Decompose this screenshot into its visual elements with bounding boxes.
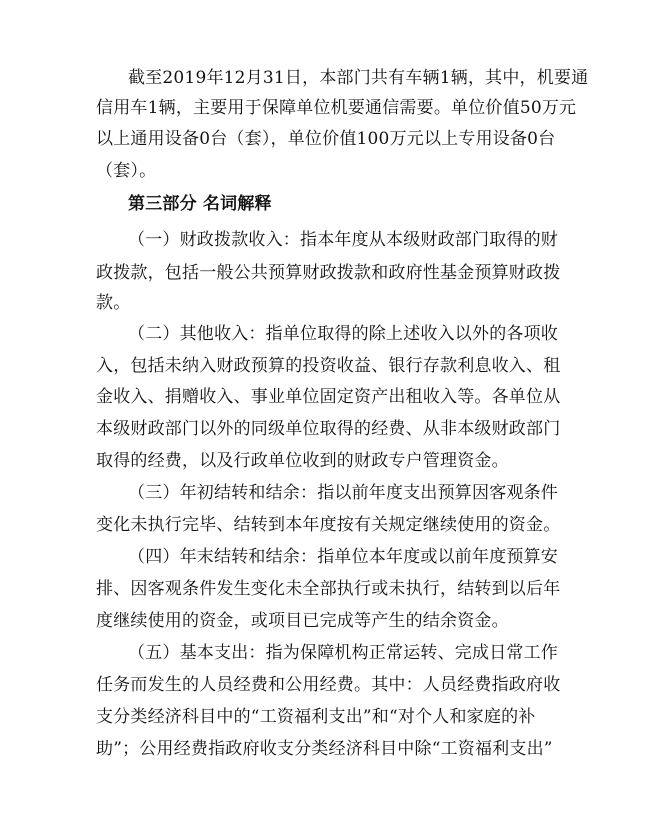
- paragraph-vehicles-line-4: （套）。: [96, 161, 157, 181]
- term-4-line-2: 排、因客观条件发生变化未全部执行或未执行，结转到以后年: [96, 579, 561, 599]
- paragraph-vehicles-line-2: 信用车1辆，主要用于保障单位机要通信需要。单位价值50万元: [96, 98, 577, 118]
- paragraph-vehicles-line-3: 以上通用设备0台（套），单位价值100万元以上专用设备0台: [96, 129, 556, 149]
- section-heading: 第三部分 名词解释: [128, 194, 272, 214]
- term-2-line-5: 取得的经费，以及行政单位收到的财政专户管理资金。: [96, 451, 509, 471]
- term-1-line-2: 政拨款，包括一般公共预算财政拨款和政府性基金预算财政拨: [96, 263, 561, 283]
- term-3-line-1: （三）年初结转和结余：指以前年度支出预算因客观条件: [128, 483, 558, 503]
- term-4-line-3: 度继续使用的资金，或项目已完成等产生的结余资金。: [96, 611, 509, 631]
- paragraph-vehicles-line-1: 截至2019年12月31日，本部门共有车辆1辆，其中，机要通: [128, 68, 589, 88]
- term-4-line-1: （四）年末结转和结余：指单位本年度或以前年度预算安: [128, 547, 558, 567]
- term-2-line-4: 本级财政部门以外的同级单位取得的经费、从非本级财政部门: [96, 419, 561, 439]
- term-1-line-3: 款。: [96, 293, 131, 313]
- term-3-line-2: 变化未执行完毕、结转到本年度按有关规定继续使用的资金。: [96, 515, 561, 535]
- term-2-line-1: （二）其他收入：指单位取得的除上述收入以外的各项收: [128, 324, 558, 344]
- term-2-line-2: 入，包括未纳入财政预算的投资收益、银行存款利息收入、租: [96, 356, 561, 376]
- term-5-line-1: （五）基本支出：指为保障机构正常运转、完成日常工作: [128, 643, 558, 663]
- term-5-line-2: 任务而发生的人员经费和公用经费。其中：人员经费指政府收: [96, 675, 561, 695]
- term-2-line-3: 金收入、捐赠收入、事业单位固定资产出租收入等。各单位从: [96, 387, 561, 407]
- term-5-line-3: 支分类经济科目中的“工资福利支出”和“对个人和家庭的补: [96, 707, 536, 727]
- term-1-line-1: （一）财政拨款收入：指本年度从本级财政部门取得的财: [128, 230, 558, 250]
- term-5-line-4: 助”；公用经费指政府收支分类经济科目中除“工资福利支出”: [96, 739, 553, 759]
